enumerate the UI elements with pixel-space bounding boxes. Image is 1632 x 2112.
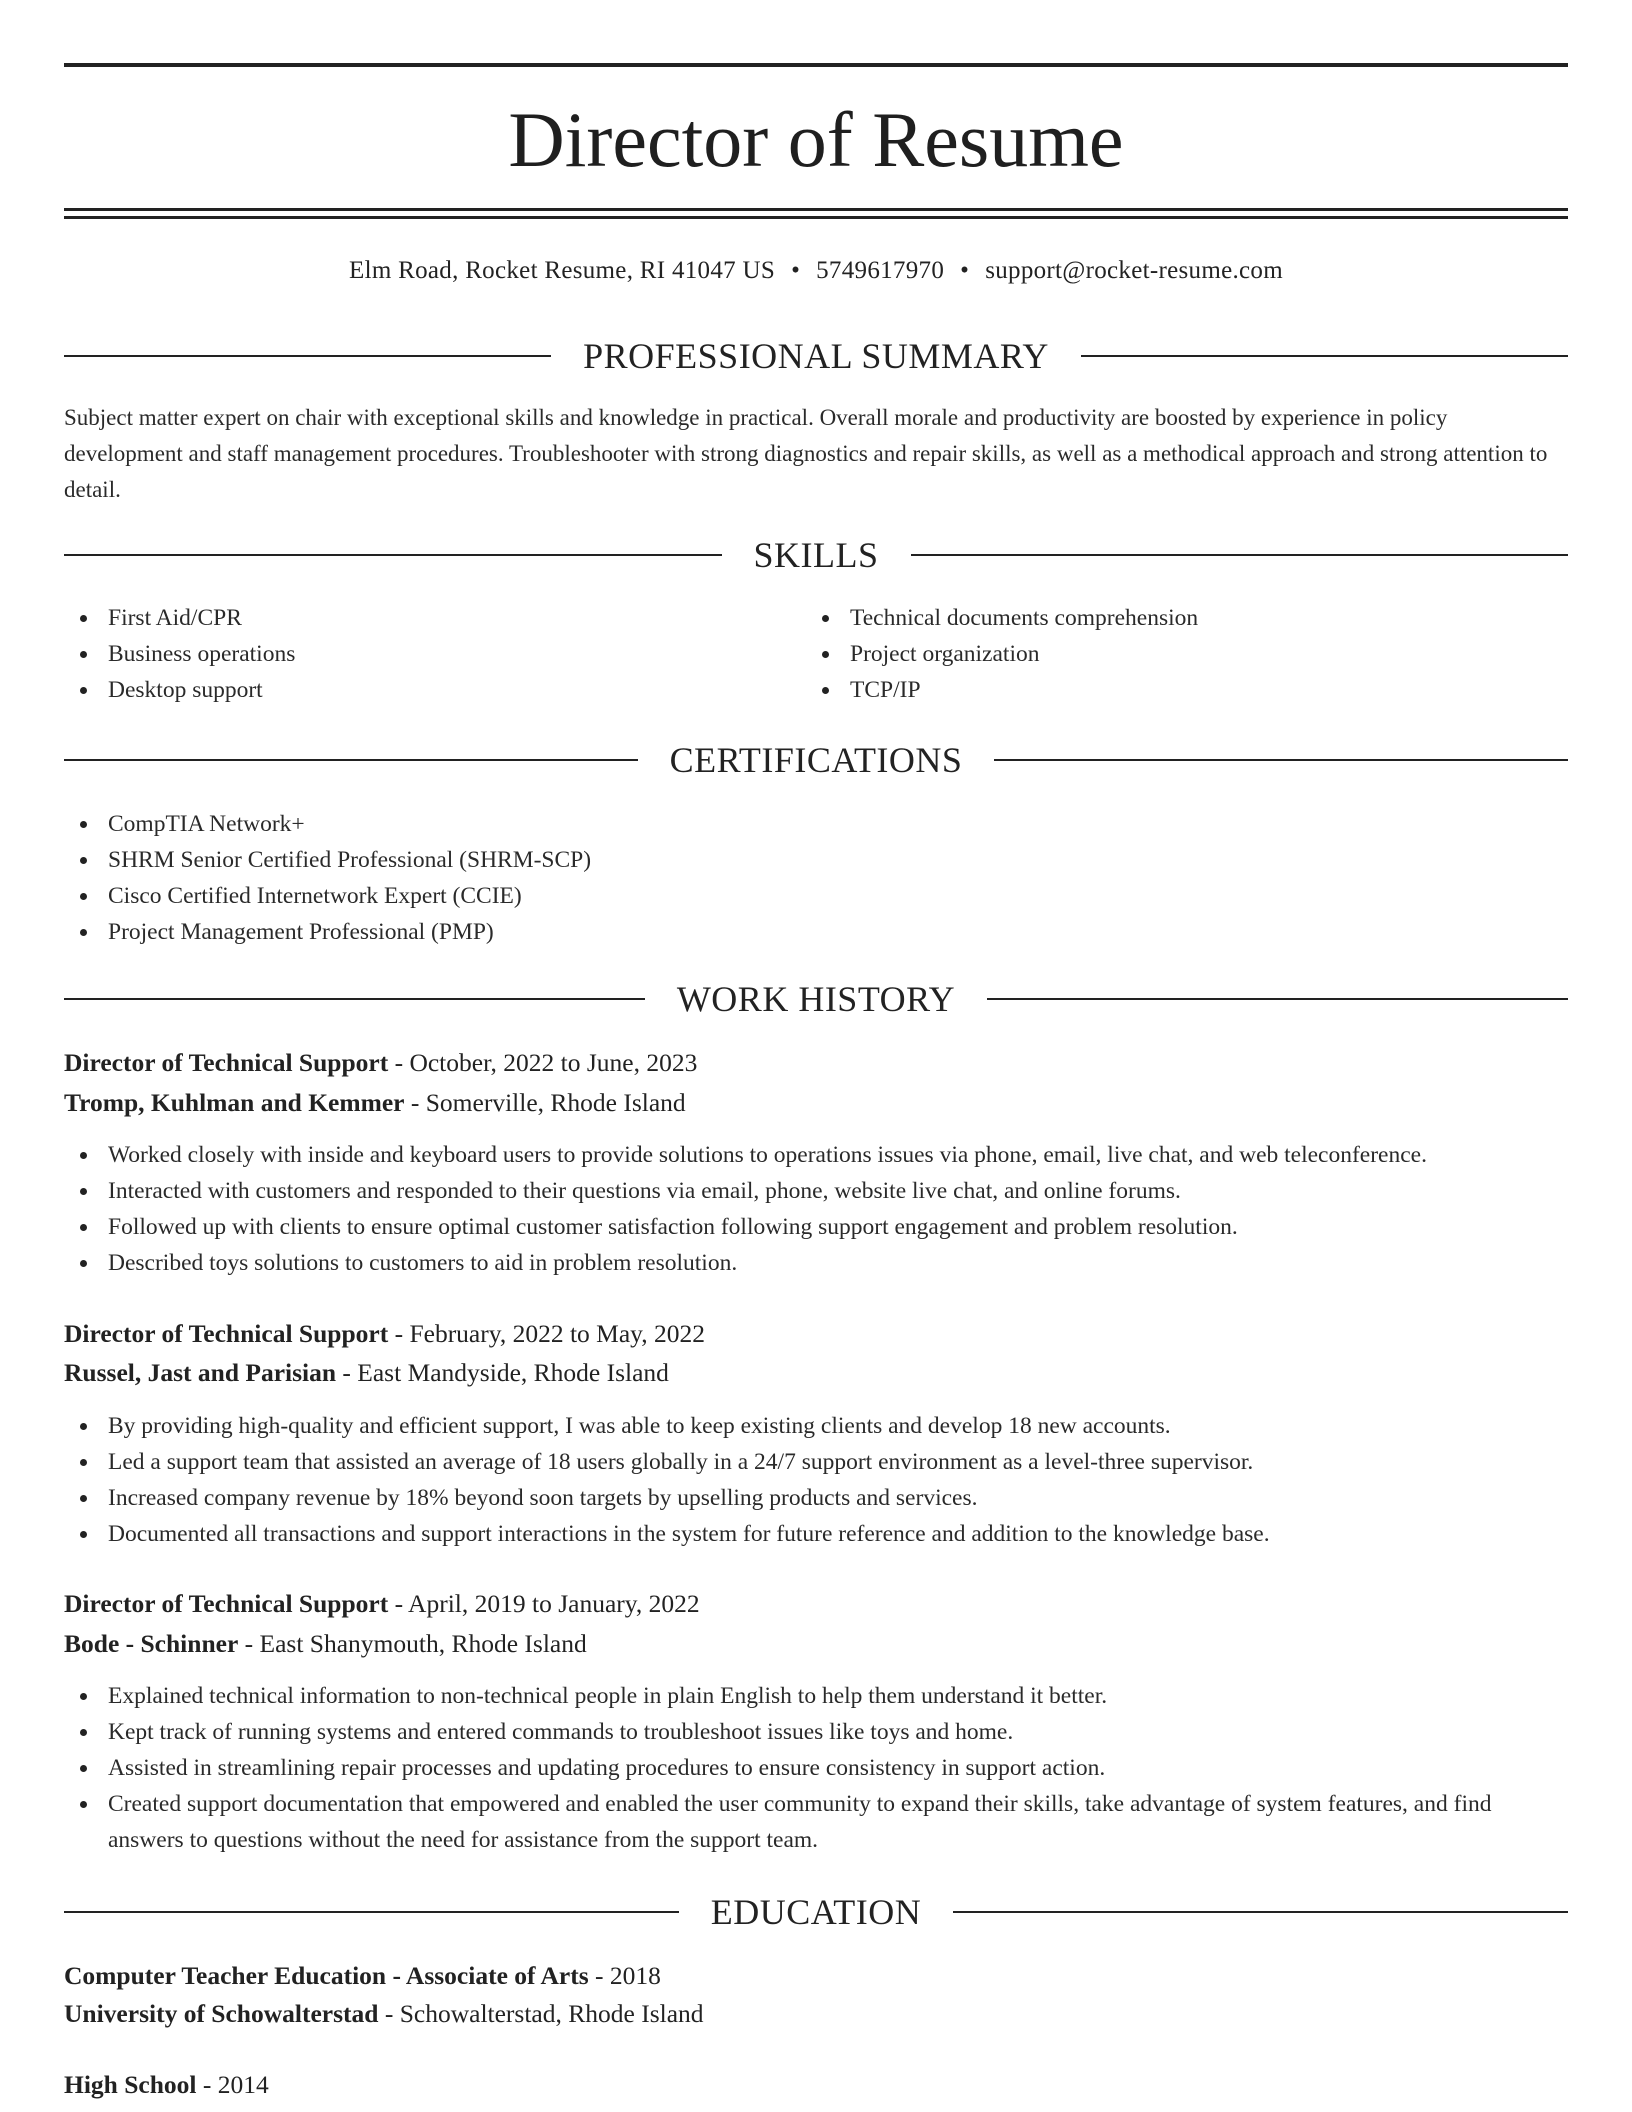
skill-item: Desktop support [64,672,764,708]
job-dates: - February, 2022 to May, 2022 [388,1319,706,1348]
job-bullet: By providing high-quality and efficient support, I was able to keep existing clients and develop 18 new accounts. [64,1408,1568,1444]
company-location: - Somerville, Rhode Island [404,1088,686,1117]
top-rule [64,63,1568,67]
job-bullet: Kept track of running systems and entered commands to troubleshoot issues like toys and home. [64,1714,1568,1750]
job-bullet: Worked closely with inside and keyboard users to provide solutions to operations issues via phone, email, live chat, and web teleconference. [64,1137,1568,1173]
skill-item: Business operations [64,636,764,672]
job-company-line [64,1625,1568,1663]
job-bullet: Created support documentation that empowered and enabled the user community to expand their skills, take advantage of system features, and find answers to questions without the need for assistance from the support team. [64,1786,1568,1858]
job-bullet: Followed up with clients to ensure optimal customer satisfaction following support engagement and problem resolution. [64,1209,1568,1245]
skills-list-right [806,600,1566,708]
skill-item: First Aid/CPR [64,600,764,636]
job-bullet: Increased company revenue by 18% beyond soon targets by upselling products and services. [64,1480,1568,1516]
job-bullets [64,1678,1568,1858]
section-rule [911,554,1569,556]
job-title: Director of Technical Support [64,1319,389,1348]
section-title: WORK HISTORY [676,979,956,1019]
certification-item: SHRM Senior Certified Professional (SHRM-SCP) [64,842,1568,878]
job-company-line [64,1354,1568,1392]
job-bullet: Documented all transactions and support interactions in the system for future reference and addition to the knowledge base. [64,1516,1568,1552]
job-company-line [64,1084,1568,1122]
section-rule [64,759,638,761]
section-rule [1081,355,1568,357]
company-location: - East Mandyside, Rhode Island [336,1358,669,1387]
certification-item: Project Management Professional (PMP) [64,914,1568,950]
job-title-line [64,1315,1568,1353]
work-section-header [64,977,1568,1021]
education-degree: High School [64,2070,197,2099]
contact-separator: • [960,257,970,284]
section-rule [64,998,645,1000]
job-bullets [64,1408,1568,1552]
job-dates: - April, 2019 to January, 2022 [388,1589,700,1618]
summary-section-header [64,334,1568,378]
section-rule [953,1911,1568,1913]
contact-separator: • [791,257,801,284]
job-title-line [64,1044,1568,1082]
education-school-line [64,1995,1568,2033]
section-title: EDUCATION [710,1892,922,1932]
address: Elm Road, Rocket Resume, RI 41047 US [349,257,776,284]
education-year: - 2018 [588,1961,661,1990]
education-section-header [64,1890,1568,1934]
certifications-list [64,806,1568,950]
summary-text: Subject matter expert on chair with exceptional skills and knowledge in practical. Overall morale and productivity are boosted by experience in policy development and staff management procedures. Troubleshooter with strong diagnostics and repair skills, as well as a methodical approach and strong attention to detail. [64,405,1548,502]
section-rule [64,355,551,357]
job-title-line [64,1585,1568,1623]
certification-item: CompTIA Network+ [64,806,1568,842]
section-rule [994,759,1568,761]
job-bullets [64,1137,1568,1281]
email: support@rocket-resume.com [985,257,1283,284]
company-name: Bode - Schinner [64,1629,239,1658]
education-year: - 2014 [196,2070,269,2099]
job-dates: - October, 2022 to June, 2023 [388,1048,698,1077]
company-name: Russel, Jast and Parisian [64,1358,337,1387]
school-name: University of Schowalterstad [64,1999,379,2028]
certifications-section-header [64,738,1568,782]
section-rule [987,998,1568,1000]
job-bullet: Led a support team that assisted an average of 18 users globally in a 24/7 support environment as a level-three supervisor. [64,1444,1568,1480]
school-location: - Schowalterstad, Rhode Island [378,1999,704,2028]
job-bullet: Explained technical information to non-technical people in plain English to help them understand it better. [64,1678,1568,1714]
job-bullet: Assisted in streamlining repair processes and updating procedures to ensure consistency in support action. [64,1750,1568,1786]
skill-item: Technical documents comprehension [806,600,1566,636]
skills-list-left [64,600,764,708]
section-rule [64,554,722,556]
section-title: CERTIFICATIONS [669,740,963,780]
resume-name: Director of Resume [508,96,1124,183]
phone: 5749617970 [816,257,945,284]
education-degree: Computer Teacher Education - Associate of Arts [64,1961,589,1990]
job-title: Director of Technical Support [64,1048,389,1077]
company-name: Tromp, Kuhlman and Kemmer [64,1088,405,1117]
section-title: PROFESSIONAL SUMMARY [583,336,1049,376]
job-bullet: Interacted with customers and responded to their questions via email, phone, website live chat, and online forums. [64,1173,1568,1209]
contact-line [64,254,1568,288]
name-rule-upper [64,208,1568,211]
name-rule-lower [64,216,1568,219]
skill-item: TCP/IP [806,672,1566,708]
certification-item: Cisco Certified Internetwork Expert (CCIE) [64,878,1568,914]
education-degree-line [64,1957,1568,1995]
education-degree-line [64,2066,1568,2104]
skill-item: Project organization [806,636,1566,672]
company-location: - East Shanymouth, Rhode Island [238,1629,587,1658]
skills-section-header [64,533,1568,577]
section-rule [64,1911,679,1913]
job-bullet: Described toys solutions to customers to aid in problem resolution. [64,1245,1568,1281]
section-title: SKILLS [753,535,879,575]
job-title: Director of Technical Support [64,1589,389,1618]
